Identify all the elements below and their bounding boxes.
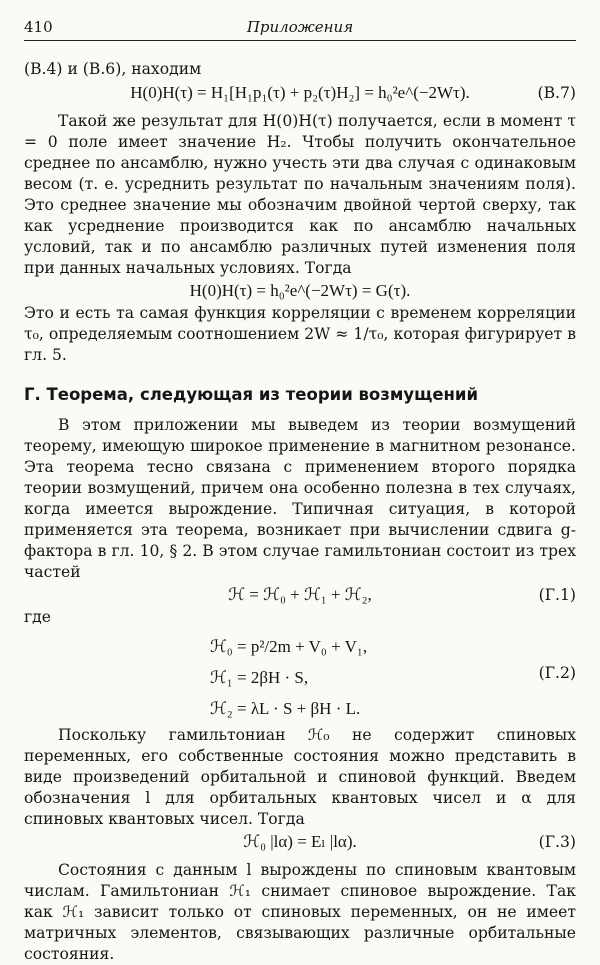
equation-g1-number: (Г.1) (538, 586, 576, 604)
paragraph-eigenstates: Поскольку гамильтониан ℋ₀ не содержит спиновых переменных, его собственные состояния можно представить в виде произведений орбитальной и спиновой функций. Введем обозначения l для орбитальных квантовых чисел и α для спиновых квантовых чисел. Тогда (24, 726, 576, 828)
equation-g3 (24, 830, 576, 854)
section-title: Г. Теорема, следующая из теории возмущений (24, 385, 479, 404)
book-page (24, 18, 576, 965)
equation-b7-number: (В.7) (537, 84, 576, 102)
paragraph-degeneracy: Состояния с данным l вырождены по спиновым квантовым числам. Гамильтониан ℋ₁ снимает спиновое вырождение. Так как ℋ₁ зависит только от спиновых переменных, он не имеет матричных элементов, связывающих различные орбитальные состояния. (24, 861, 576, 963)
paragraph-correlation-time: Это и есть та самая функция корреляции с временем корреляции τ₀, определяемым соотношением 2W ≈ 1/τ₀, которая фигурирует в гл. 5. (24, 304, 576, 364)
running-title: Приложения (246, 18, 354, 36)
equation-correlation (24, 279, 576, 303)
equation-b7-line (24, 81, 576, 105)
paragraph-averaging: Такой же результат для H(0)H(τ) получается, если в момент τ = 0 поле имеет значение H₂. Чтобы получить окончательное среднее по ансамблю, нужно учесть эти два случая с одинаковым весом (т. е. усреднить результат по начальным значениям поля). Это среднее значение мы обозначим двойной чертой сверху, так как усреднение производится как по ансамблю начальных условий, так и по ансамблю различных путей изменения поля при данных начальных условиях. Тогда (24, 112, 576, 277)
equation-g3-number: (Г.3) (538, 833, 576, 851)
equation-g1-formula: ℋ = ℋ₀ + ℋ₁ + ℋ₂, (228, 585, 372, 604)
page-body (24, 57, 576, 965)
equation-g2-row-h0: ℋ₀ = p²/2m + V₀ + V₁, (210, 637, 368, 656)
where-word: где (24, 608, 51, 626)
equation-lead-text: (В.4) и (В.6), находим (24, 60, 202, 78)
equation-g3-formula: ℋ₀ |lα) = Eₗ |lα). (243, 832, 357, 851)
page-header (24, 18, 576, 41)
equation-g2-row-h1: ℋ₁ = 2βH · S, (210, 668, 309, 687)
equation-g2-system (24, 629, 576, 725)
page-number: 410 (24, 18, 53, 36)
equation-b7 (24, 57, 576, 81)
equation-g1 (24, 583, 576, 607)
equation-b7-formula: H(0)H(τ) = H₁[H₁p₁(τ) + p₂(τ)H₂] = h₀²e^(−2Wτ). (130, 83, 470, 102)
equation-g2-number: (Г.2) (538, 664, 576, 682)
equation-correlation-formula: H(0)H(τ) = h₀²e^(−2Wτ) = G(τ). (189, 281, 411, 300)
paragraph-theorem-intro: В этом приложении мы выведем из теории возмущений теорему, имеющую широкое применение в магнитном резонансе. Эта теорема тесно связана с применением второго порядка теории возмущений, причем она особенно полезна в тех случаях, когда имеется вырождение. Типичная ситуация, в которой применяется эта теорема, возникает при вычислении сдвига g-фактора в гл. 10, § 2. В этом случае гамильтониан состоит из трех частей (24, 416, 576, 581)
equation-g2-row-h2: ℋ₂ = λL · S + βH · L. (210, 699, 361, 718)
